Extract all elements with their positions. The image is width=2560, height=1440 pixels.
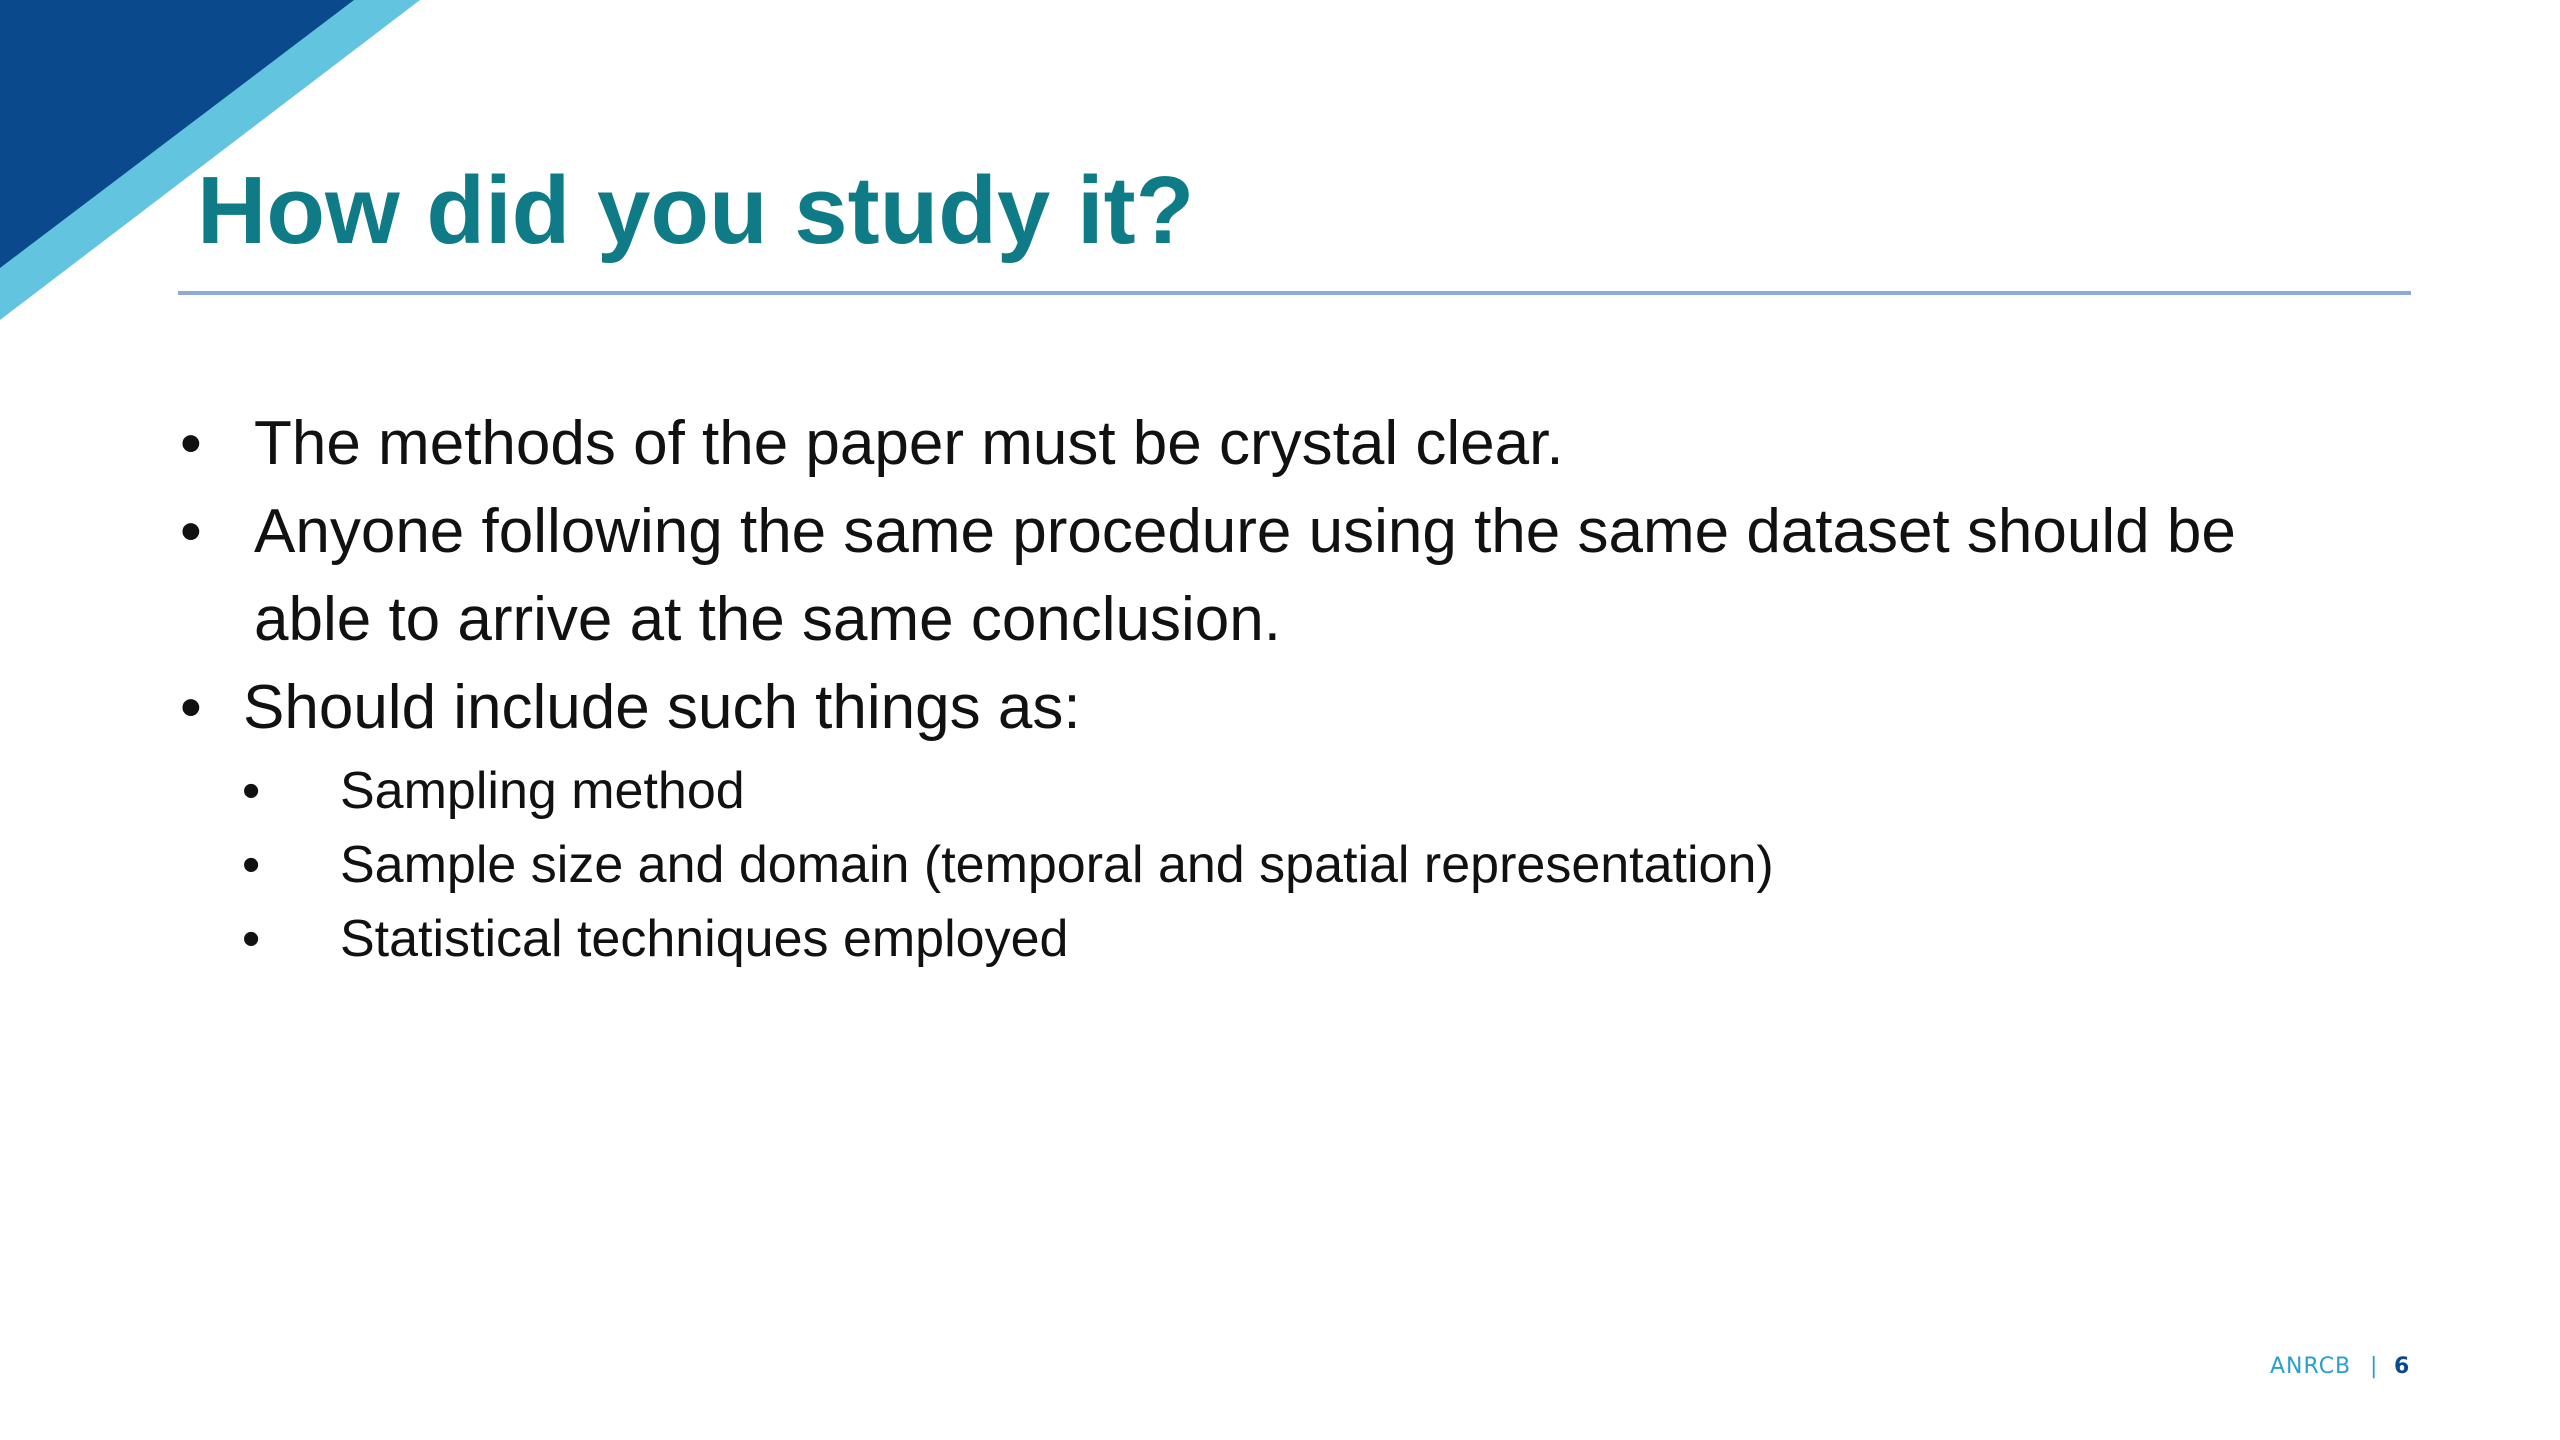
slide-title: How did you study it? — [197, 157, 1195, 264]
title-underline — [178, 291, 2411, 295]
sub-bullet-item — [0, 902, 2560, 976]
bullet-text-line2: able to arrive at the same conclusion. — [254, 585, 1281, 654]
sub-bullet-text: Statistical techniques employed — [340, 910, 1069, 968]
sub-bullet-text: Sample size and domain (temporal and spatial representation) — [340, 836, 1774, 894]
sub-bullet-marker: • — [242, 910, 261, 968]
bullet-text-line1: Anyone following the same procedure using the same dataset should be — [254, 497, 2236, 566]
sub-bullet-marker: • — [242, 836, 261, 894]
sub-bullet-item — [0, 754, 2560, 828]
bullet-marker: • — [180, 497, 202, 566]
bullet-text: The methods of the paper must be crystal clear. — [254, 409, 1564, 478]
footer-org-name: ANRCB — [2270, 1354, 2352, 1379]
bullet-item — [0, 488, 2560, 664]
sub-bullet-marker: • — [242, 762, 261, 820]
bullet-marker: • — [180, 673, 202, 742]
bullet-list — [0, 400, 2560, 976]
bullet-item — [0, 664, 2560, 752]
bullet-text: Should include such things as: — [243, 673, 1081, 742]
page-number: 6 — [2394, 1354, 2410, 1379]
slide-footer — [2270, 1352, 2420, 1382]
footer-separator: | — [2370, 1354, 2378, 1379]
bullet-item — [0, 400, 2560, 488]
sub-bullet-item — [0, 828, 2560, 902]
sub-bullet-text: Sampling method — [340, 762, 745, 820]
bullet-marker: • — [180, 409, 202, 478]
